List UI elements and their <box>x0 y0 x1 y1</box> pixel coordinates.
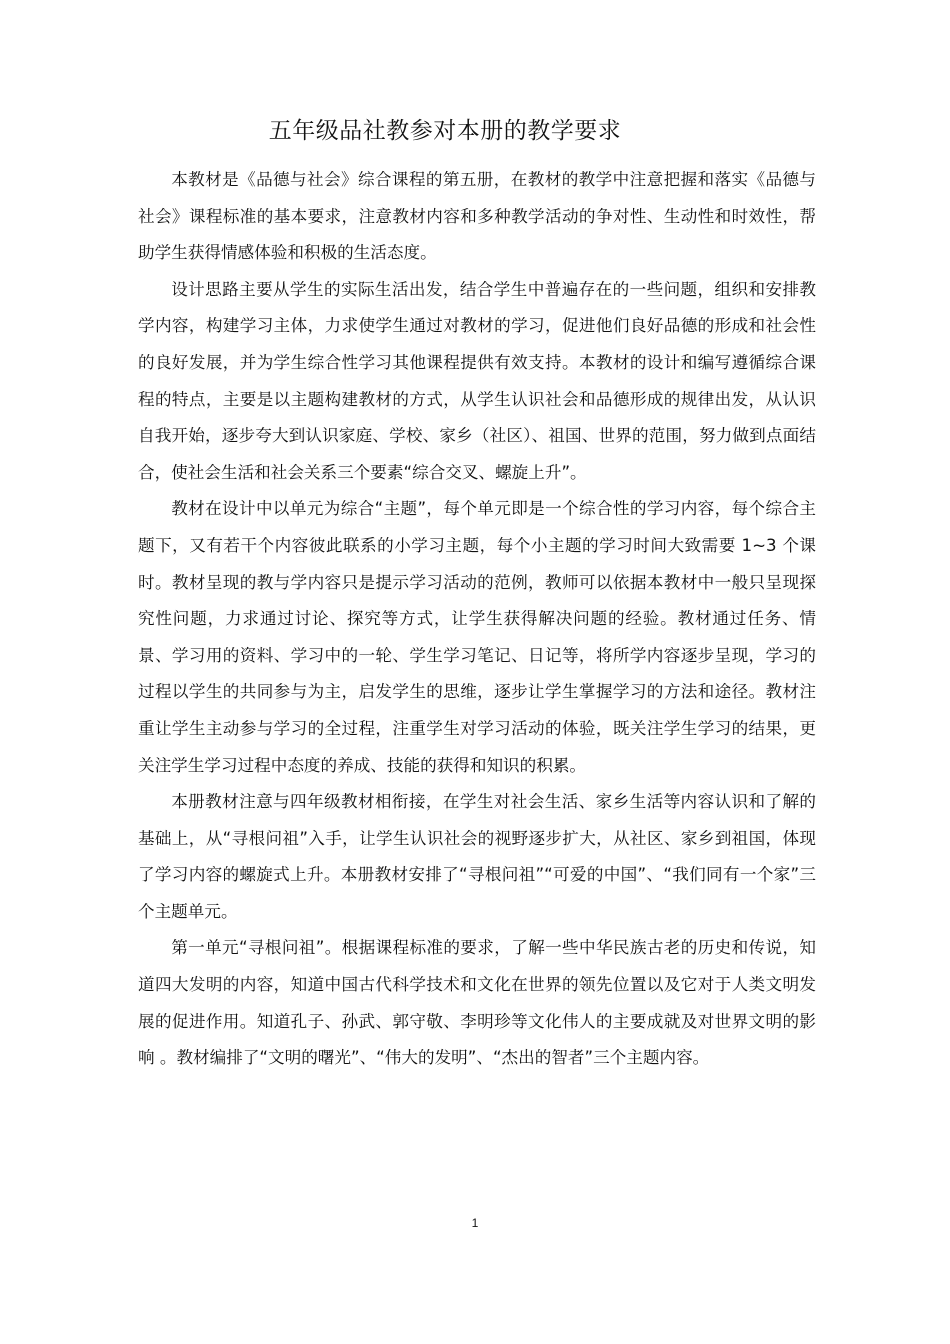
paragraph: 设计思路主要从学生的实际生活出发，结合学生中普遍存在的一些问题，组织和安排教学内容，构建学习主体，力求使学生通过对教材的学习，促进他们良好品德的形成和社会性的良好发展，并为学生综合性学习其他课程提供有效支持。本教材的设计和编写遵循综合课程的特点，主要是以主题构建教材的方式，从学生认识社会和品德形成的规律出发，从认识自我开始，逐步夸大到认识家庭、学校、家乡（社区）、祖国、世界的范围，努力做到点面结合，使社会生活和社会关系三个要素“综合交叉、螺旋上升”。 <box>138 279 816 482</box>
document-title: 五年级品社教参对本册的教学要求 <box>268 118 622 144</box>
paragraph: 本册教材注意与四年级教材相衔接，在学生对社会生活、家乡生活等内容认识和了解的基础上，从“寻根问祖”入手，让学生认识社会的视野逐步扩大，从社区、家乡到祖国，体现了学习内容的螺旋式上升。本册教材安排了“寻根问祖”“可爱的中国”、“我们同有一个家”三个主题单元。 <box>138 792 816 921</box>
page-number: 1 <box>471 1216 479 1230</box>
paragraph: 教材在设计中以单元为综合“主题”，每个单元即是一个综合性的学习内容，每个综合主题下，又有若干个内容彼此联系的小学习主题，每个小主题的学习时间大致需要 1~3 个课时。教材呈现的教与学内容只是提示学习活动的范例，教师可以依据本教材中一般只呈现探究性问题，力求通过讨论、探究等方式，让学生获得解决问题的经验。教材通过任务、情景、学习用的资料、学习中的一轮、学生学习笔记、日记等，将所学内容逐步呈现，学习的过程以学生的共同参与为主，启发学生的思维，逐步让学生掌握学习的方法和途径。教材注重让学生主动参与学习的全过程，注重学生对学习活动的体验，既关注学生学习的结果，更关注学生学习过程中态度的养成、技能的获得和知识的积累。 <box>138 499 816 775</box>
paragraph: 第一单元“寻根问祖”。根据课程标准的要求，了解一些中华民族古老的历史和传说，知道四大发明的内容，知道中国古代科学技术和文化在世界的领先位置以及它对于人类文明发展的促进作用。知道孔子、孙武、郭守敬、李明珍等文化伟人的主要成就及对世界文明的影响 。教材编排了“文明的曙光”、“伟大的发明”、“杰出的智者”三个主题内容。 <box>138 938 816 1068</box>
paragraph: 本教材是《品德与社会》综合课程的第五册，在教材的教学中注意把握和落实《品德与社会》课程标准的基本要求，注意教材内容和多种教学活动的争对性、生动性和时效性，帮助学生获得情感体验和积极的生活态度。 <box>138 170 816 263</box>
document-body <box>138 162 816 1077</box>
